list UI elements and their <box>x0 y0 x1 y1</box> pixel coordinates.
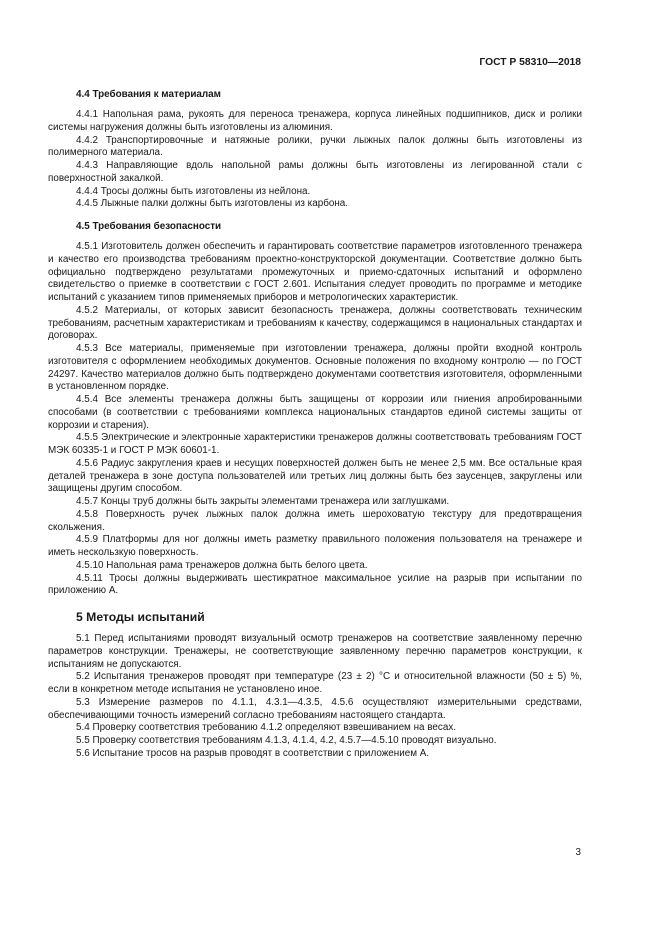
paragraph-5-2: 5.2 Испытания тренажеров проводят при температуре (23 ± 2) °С и относительной влажности (50 ± 5) %, если в конкретном методе испытания не установлено иное. <box>48 671 582 695</box>
paragraph-4-5-3: 4.5.3 Все материалы, применяемые при изготовлении тренажера, должны пройти входной контроль изготовителя с оформлением необходимых документов. Основные положения по входному контролю — по ГОСТ 24297. Качество материалов должно быть подтверждено документами соответствия изготовителя, оформленными в установленном порядке. <box>48 343 582 393</box>
paragraph-4-5-5: 4.5.5 Электрические и электронные характеристики тренажеров должны соответствовать требованиям ГОСТ МЭК 60335-1 и ГОСТ Р МЭК 60601-1. <box>48 432 582 456</box>
paragraph-4-5-11: 4.5.11 Тросы должны выдерживать шестикратное максимальное усилие на разрыв при испытании по приложению А. <box>48 572 582 597</box>
paragraph-5-6: 5.6 Испытание тросов на разрыв проводят в соответствии с приложением А. <box>76 747 430 759</box>
paragraph-5-4: 5.4 Проверку соответствия требованию 4.1.2 определяют взвешиванием на весах. <box>76 722 457 734</box>
paragraph-4-5-6: 4.5.6 Радиус закругления краев и несущих поверхностей должен быть не менее 2,5 мм. Все остальные края деталей тренажера в зоне доступа пользователей или третьих лиц должны быть без заусенцев, закруглены или защищены другим способом. <box>48 457 582 495</box>
page-body <box>48 88 582 761</box>
section-heading-5: 5 Методы испытаний <box>76 610 205 624</box>
section-heading-4-4: 4.4 Требования к материалам <box>76 89 221 100</box>
page-number: 3 <box>575 847 581 858</box>
paragraph-4-5-8: 4.5.8 Поверхность ручек лыжных палок должна иметь шероховатую текстуру для предотвращения скольжения. <box>48 508 582 533</box>
paragraph-4-5-2: 4.5.2 Материалы, от которых зависит безопасность тренажера, должны соответствовать техническим требованиям, расчетным характеристикам и требованиям к качеству, содержащимся в национальных стандартах и договорах. <box>48 304 582 342</box>
paragraph-4-5-1: 4.5.1 Изготовитель должен обеспечить и гарантировать соответствие параметров изготовленного тренажера и качество его производства требованиям проектно-конструкторской документации. Соответствие должно быть официально подтверждено результатами промежуточных и приемо-сдаточных испытаний и оформлено свидетельство о приемке в соответствии с ГОСТ 2.601. Испытания следует проводить по программе и методике испытаний с указанием типов применяемых приборов и метрологических характеристик. <box>48 241 582 303</box>
paragraph-5-3: 5.3 Измерение размеров по 4.1.1, 4.3.1—4.3.5, 4.5.6 осуществляют измерительными средствами, обеспечивающими точность измерений согласно требованиям настоящего стандарта. <box>48 696 582 721</box>
paragraph-4-4-3: 4.4.3 Направляющие вдоль напольной рамы должны быть изготовлены из легированной стали с поверхностной закалкой. <box>48 160 582 184</box>
paragraph-5-1: 5.1 Перед испытаниями проводят визуальный осмотр тренажеров на соответствие заявленному перечню параметров конструкции. Тренажеры, не соответствующие заявленному перечню параметров конструкции, к испытаниям не допускаются. <box>48 633 582 670</box>
section-heading-4-5: 4.5 Требования безопасности <box>76 221 222 232</box>
paragraph-4-5-4: 4.5.4 Все элементы тренажера должны быть защищены от коррозии или гниения апробированными способами (в соответствии с требованиями комплекса национальных стандартов единой системы защиты от коррозии и старения). <box>48 394 582 431</box>
paragraph-4-4-1: 4.4.1 Напольная рама, рукоять для переноса тренажера, корпуса линейных подшипников, диск и ролики системы нагружения должны быть изготовлены из алюминия. <box>48 109 582 133</box>
paragraph-5-5: 5.5 Проверку соответствия требованиям 4.1.3, 4.1.4, 4.2, 4.5.7—4.5.10 проводят визуально. <box>76 735 497 746</box>
paragraph-4-4-4: 4.4.4 Тросы должны быть изготовлены из нейлона. <box>76 185 311 197</box>
document-id-header: ГОСТ Р 58310—2018 <box>479 57 581 68</box>
paragraph-4-5-7: 4.5.7 Концы труб должны быть закрыты элементами тренажера или заглушками. <box>76 496 450 507</box>
paragraph-4-5-10: 4.5.10 Напольная рама тренажеров должна быть белого цвета. <box>76 559 368 571</box>
paragraph-4-4-5: 4.4.5 Лыжные палки должны быть изготовлены из карбона. <box>76 198 349 210</box>
paragraph-4-4-2: 4.4.2 Транспортировочные и натяжные ролики, ручки лыжных палок должны быть изготовлены из полимерного материала. <box>48 134 582 159</box>
paragraph-4-5-9: 4.5.9 Платформы для ног должны иметь разметку правильного положения пользователя на тренажере и иметь нескользкую поверхность. <box>48 534 582 558</box>
